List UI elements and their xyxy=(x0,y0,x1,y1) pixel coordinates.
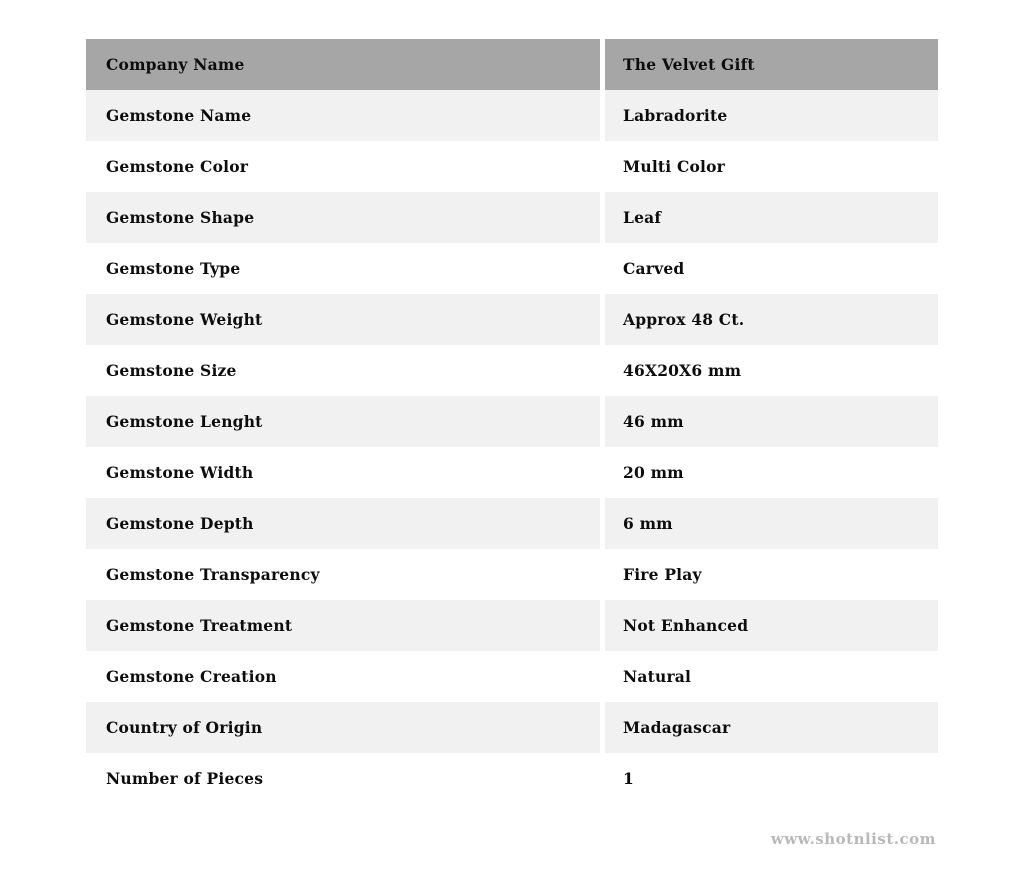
row-label: Gemstone Weight xyxy=(86,294,600,345)
table-row xyxy=(86,243,938,294)
table-row xyxy=(86,345,938,396)
row-label: Gemstone Creation xyxy=(86,651,600,702)
row-label: Gemstone Shape xyxy=(86,192,600,243)
row-label: Gemstone Depth xyxy=(86,498,600,549)
row-label: Number of Pieces xyxy=(86,753,600,804)
row-value: 1 xyxy=(605,753,938,804)
row-value: 20 mm xyxy=(605,447,938,498)
row-label: Gemstone Width xyxy=(86,447,600,498)
table-header-row xyxy=(86,39,938,90)
row-value: Approx 48 Ct. xyxy=(605,294,938,345)
table-row xyxy=(86,447,938,498)
table-row xyxy=(86,753,938,804)
table-row xyxy=(86,549,938,600)
table-row xyxy=(86,192,938,243)
row-label: Country of Origin xyxy=(86,702,600,753)
row-value: Natural xyxy=(605,651,938,702)
row-value: 6 mm xyxy=(605,498,938,549)
row-label: Gemstone Size xyxy=(86,345,600,396)
row-label: Gemstone Lenght xyxy=(86,396,600,447)
row-value: 46X20X6 mm xyxy=(605,345,938,396)
gemstone-spec-table xyxy=(86,39,938,804)
watermark-text: www.shotnlist.com xyxy=(770,830,936,848)
table-row xyxy=(86,90,938,141)
table-row xyxy=(86,141,938,192)
table-row xyxy=(86,702,938,753)
header-value-cell: The Velvet Gift xyxy=(605,39,938,90)
row-value: Carved xyxy=(605,243,938,294)
table-row xyxy=(86,396,938,447)
row-label: Gemstone Type xyxy=(86,243,600,294)
table-row xyxy=(86,498,938,549)
row-value: Labradorite xyxy=(605,90,938,141)
row-value: Leaf xyxy=(605,192,938,243)
table-row xyxy=(86,651,938,702)
table-row xyxy=(86,294,938,345)
row-value: Not Enhanced xyxy=(605,600,938,651)
row-label: Gemstone Transparency xyxy=(86,549,600,600)
row-value: Multi Color xyxy=(605,141,938,192)
row-label: Gemstone Name xyxy=(86,90,600,141)
header-label-cell: Company Name xyxy=(86,39,600,90)
row-value: Madagascar xyxy=(605,702,938,753)
row-label: Gemstone Color xyxy=(86,141,600,192)
row-value: 46 mm xyxy=(605,396,938,447)
row-value: Fire Play xyxy=(605,549,938,600)
row-label: Gemstone Treatment xyxy=(86,600,600,651)
table-row xyxy=(86,600,938,651)
